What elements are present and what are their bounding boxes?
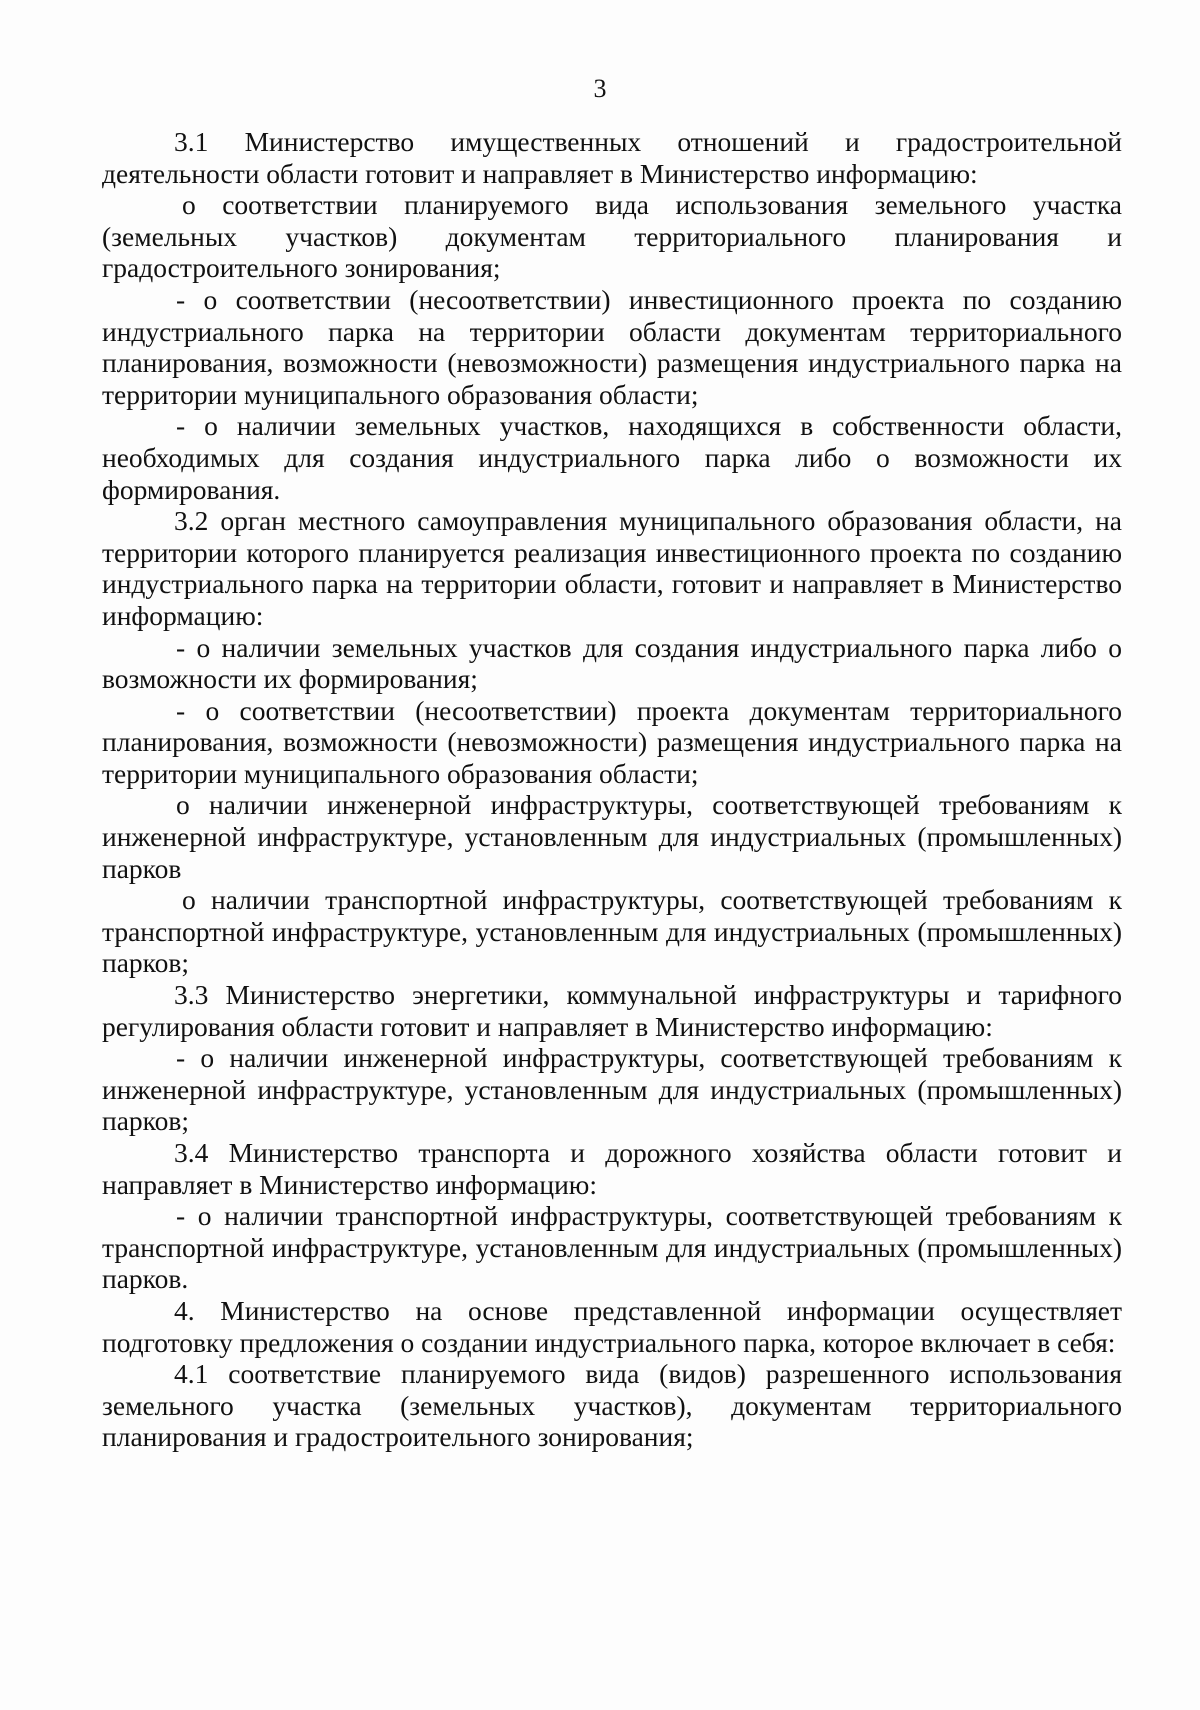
list-item-energy-engineering: - о наличии инженерной инфраструктуры, соответствующей требованиям к инженерной инфраструктуре, установленным для индустриальных (промышленных) парков; [102, 1042, 1122, 1137]
list-item-zoning-compliance: о соответствии планируемого вида использования земельного участка (земельных участков) документам территориального планирования и градостроительного зонирования; [102, 189, 1122, 284]
list-item-transport-infrastructure: о наличии транспортной инфраструктуры, соответствующей требованиям к транспортной инфраструктуре, установленным для индустриальных (промышленных) парков; [102, 884, 1122, 979]
paragraph-3-1: 3.1 Министерство имущественных отношений и градостроительной деятельности области готовит и направляет в Министерство информацию: [102, 126, 1122, 189]
paragraph-4-1: 4.1 соответствие планируемого вида (видов) разрешенного использования земельного участка (земельных участков), документам территориального планирования и градостроительного зонирования; [102, 1358, 1122, 1453]
list-item-project-compliance: - о соответствии (несоответствии) инвестиционного проекта по созданию индустриального парка на территории области документам территориального планирования, возможности (невозможности) размещения индустриального парка на территории муниципального образования области; [102, 283, 1122, 410]
paragraph-3-4: 3.4 Министерство транспорта и дорожного хозяйства области готовит и направляет в Министерство информацию: [102, 1137, 1122, 1200]
list-item-regional-land: - о наличии земельных участков, находящихся в собственности области, необходимых для создания индустриального парка либо о возможности их формирования. [102, 410, 1122, 505]
list-item-transport-ministry: - о наличии транспортной инфраструктуры, соответствующей требованиям к транспортной инфраструктуре, установленным для индустриальных (промышленных) парков. [102, 1200, 1122, 1295]
paragraph-3-3: 3.3 Министерство энергетики, коммунальной инфраструктуры и тарифного регулирования области готовит и направляет в Министерство информацию: [102, 979, 1122, 1042]
document-body [102, 126, 1122, 1453]
list-item-municipal-compliance: - о соответствии (несоответствии) проекта документам территориального планирования, возможности (невозможности) размещения индустриального парка на территории муниципального образования области; [102, 694, 1122, 789]
paragraph-3-2: 3.2 орган местного самоуправления муниципального образования области, на территории которого планируется реализация инвестиционного проекта по созданию индустриального парка на территории области, готовит и направляет в Министерство информацию: [102, 505, 1122, 631]
page-number: 3 [593, 74, 607, 103]
list-item-municipal-land: - о наличии земельных участков для создания индустриального парка либо о возможности их формирования; [102, 631, 1122, 695]
list-item-engineering-infrastructure: о наличии инженерной инфраструктуры, соответствующей требованиям к инженерной инфраструктуре, установленным для индустриальных (промышленных) парков [102, 789, 1122, 884]
paragraph-4: 4. Министерство на основе представленной информации осуществляет подготовку предложения о создании индустриального парка, которое включает в себя: [102, 1294, 1122, 1358]
